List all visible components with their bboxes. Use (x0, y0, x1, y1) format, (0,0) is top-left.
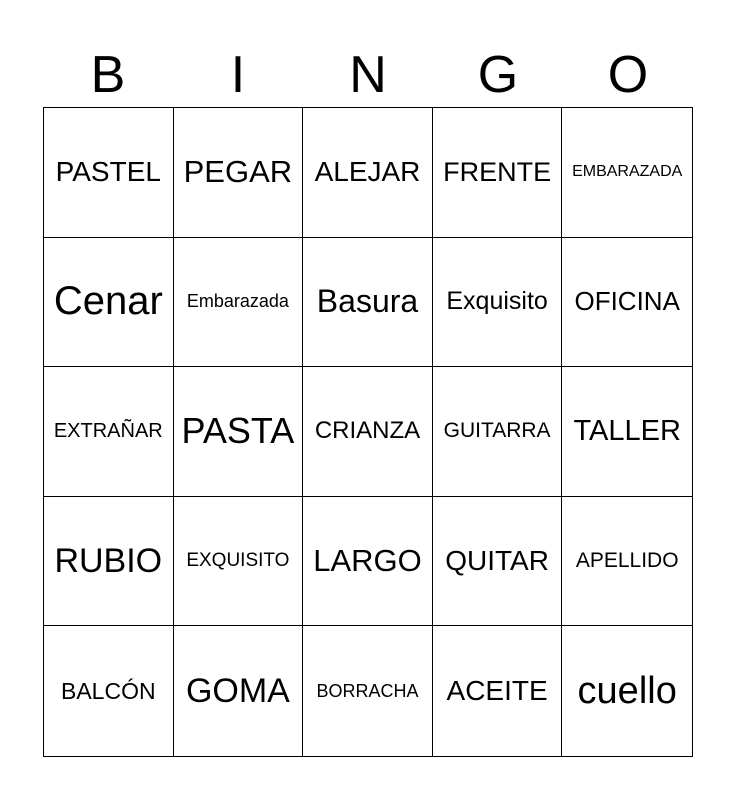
bingo-header (43, 44, 693, 106)
bingo-cell[interactable]: QUITAR (433, 497, 563, 627)
bingo-cell[interactable]: EMBARAZADA (562, 108, 692, 238)
header-letter-n: N (349, 46, 387, 104)
bingo-cell[interactable]: Cenar (44, 238, 174, 368)
header-letter-o: O (607, 46, 649, 104)
bingo-cell[interactable]: FRENTE (433, 108, 563, 238)
header-letter-i: I (230, 46, 246, 104)
bingo-cell[interactable]: BALCÓN (44, 626, 174, 756)
bingo-cell[interactable]: BORRACHA (303, 626, 433, 756)
bingo-cell[interactable]: EXQUISITO (174, 497, 304, 627)
bingo-cell[interactable]: LARGO (303, 497, 433, 627)
bingo-cell[interactable]: RUBIO (44, 497, 174, 627)
header-letter-b: B (90, 46, 126, 104)
bingo-cell[interactable]: GOMA (174, 626, 304, 756)
header-letter-g: G (477, 46, 519, 104)
bingo-cell[interactable]: PASTEL (44, 108, 174, 238)
bingo-cell[interactable]: Embarazada (174, 238, 304, 368)
bingo-cell[interactable]: PASTA (174, 367, 304, 497)
bingo-cell[interactable]: CRIANZA (303, 367, 433, 497)
bingo-cell[interactable]: ACEITE (433, 626, 563, 756)
bingo-board (43, 107, 693, 757)
bingo-cell[interactable]: PEGAR (174, 108, 304, 238)
bingo-cell[interactable]: Exquisito (433, 238, 563, 368)
bingo-cell[interactable]: cuello (577, 669, 677, 712)
bingo-cell[interactable]: Basura (303, 238, 433, 368)
bingo-cell[interactable]: GUITARRA (433, 367, 563, 497)
bingo-cell[interactable]: ALEJAR (303, 108, 433, 238)
bingo-cell[interactable]: OFICINA (562, 238, 692, 368)
bingo-cell[interactable]: APELLIDO (562, 497, 692, 627)
bingo-cell[interactable]: EXTRAÑAR (44, 367, 174, 497)
bingo-cell[interactable]: TALLER (562, 367, 692, 497)
